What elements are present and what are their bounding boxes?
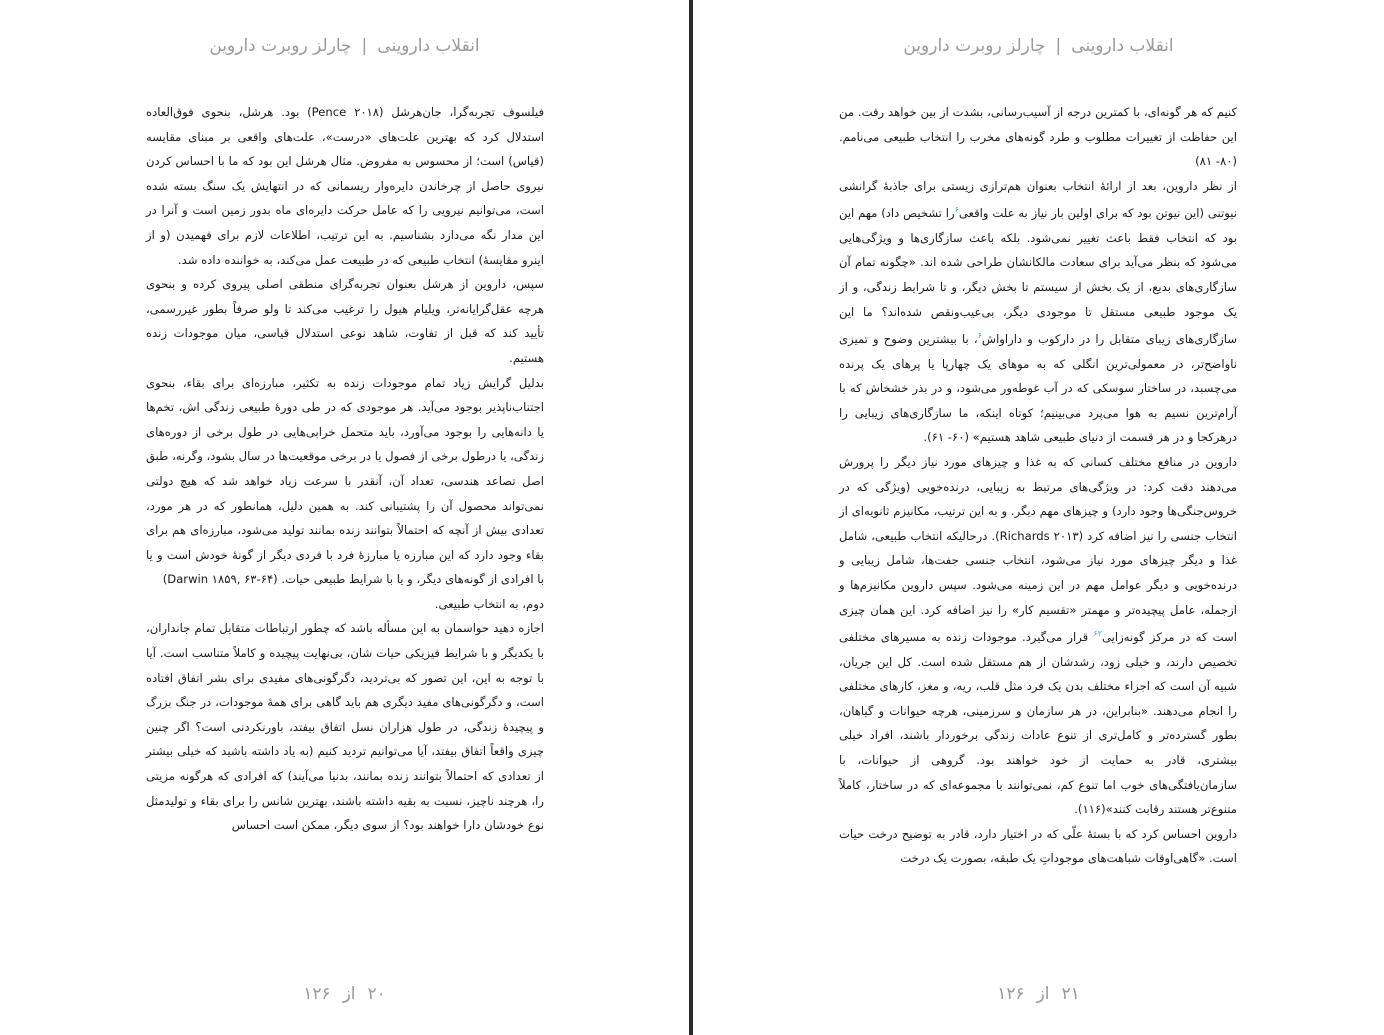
page-number-total: ۱۲۶ [997, 984, 1025, 1004]
running-head-separator: | [361, 36, 368, 56]
page-number-of: از [1036, 984, 1050, 1004]
paragraph: سپس، دارو‌ین از هرشل بعنوان تجربه‌گرای منطقی اصلی پیروی کرده و بنحوی هرچه عقل‌گرایانه‌تر، ویلیام هیول را ترغیب می‌کند تا ولو صرفاً بطور غیررسمی، تأیید کند که قبل از تفاوت، شاهد نوعی استدلال قیاسی، میان موجودات زنده هستیم. [146, 277, 544, 365]
page-body-text [146, 100, 544, 838]
paragraph-segment: را تشخیص داد) مهم این بود که انتخاب فقط باعث تغییر نمی‌شود. بلکه باعث سازگاری‌ها و ویژگی‌هایی می‌شود که بنظر می‌آید برای سعادت مالکانشان طراحی شده اند. «چگونه تمام آن سازگاری‌های بدیع، از یک بخش از سیستم تا بخش دیگر، و تا شرایط زندگی، و از یک موجود طبیعی مستقل تا موجودی دیگر، بی‌عیب‌ونقص شده‌اند؟ ما این سازگاری‌های زیبای متقابل را در دارکوب و داراواش [839, 206, 1237, 347]
paragraph-segment: ، با بیشترین وضوح و تمیزی ناواضح‌تر، در معمولی‌ترین انگلی که به موهای یک چهارپا یا پرهای یک پرنده می‌چسبد، در ساختار سوسکی که در آب غوطه‌ور می‌شود، و در بذر خشخاش که با آرام‌ترین نسیم به هوا می‌پرد می‌بینیم؛ کوتاه اینکه، ما سازگاری‌های زیبایی را درهرکجا و در هر قسمت از دنیای طبیعی شاهد هستیم» (۶۰- ۶۱). [839, 332, 1237, 445]
right-page [693, 0, 1384, 1035]
running-head-author: چارلز رو‌برت دارو‌ین [903, 36, 1046, 56]
footnote-link[interactable]: ۶ [977, 331, 982, 341]
running-head [693, 36, 1384, 56]
paragraph: کنیم که هر گونه‌ای، با کمترین درجه از آسیب‌رسانی، بشدت از بین خواهد رفت. من این حفاظت از تغییرات مطلوب و طرد گونه‌های مخرب را انتخاب طبیعی می‌نامم. (۸۰- ۸۱) [839, 105, 1237, 169]
page-number [0, 984, 689, 1004]
running-head-book-title: انقلاب دارو‌ینی [1071, 36, 1174, 56]
page-number-of: از [342, 984, 356, 1004]
running-head [0, 36, 689, 56]
paragraph-segment: دارو‌ین در منافع مختلف کسانی که به غذا و چیزهای مورد نیاز دیگر را پرورش می‌دهند دقت کرد: در ویژگی‌های مرتبط به زیبایی، درنده‌خویی (ویژگی که در خروس‌جنگی‌ها وجود دارد) و چیزهای مهم دیگر. و به این ترتیب، مکانیزم ثانویه‌ای از انتخاب جنسی را نیز اضافه کرد (Richards ۲۰۱۳). درحالیکه انتخاب طبیعی، شامل غذا و دیگر چیزهای مورد نیاز می‌شود، انتخاب جنسی جفت‌ها، شامل زیبایی و درنده‌خویی و دیگر عوامل مهم در این زمینه می‌شود. سپس دارو‌ین مکانیزم‌ها و ازجمله، عامل پیچیده‌تر و مهمتر «تقسیم کار» را نیز اضافه کرد. این همان چیزی است که در مرکز گونه‌زایی [839, 455, 1237, 645]
paragraph-segment: از نظر دارو‌ین، بعد از ارائهٔ انتخاب بعنوان هم‌ترازی زیستی برای جاذبهٔ گرانشی نیوتنی (این نیوتن بود که برای اولین بار نیاز به علت واقعی [839, 178, 1237, 221]
paragraph: دارو‌ین احساس کرد که با بستهٔ علّی که در اختیار دارد، قادر به توضیح درخت حیات است. «گاهی‌اوقات شباهت‌های موجوداتِ یک طبقه، بصورت یک درخت [839, 826, 1237, 866]
paragraph: دوم، به انتخاب طبیعی. [434, 596, 544, 611]
paragraph: فیلسوف تجربه‌گرا، جان‌هرشل (Pence ۲۰۱۸) بود. هرشل، بنحوی فوق‌العاده استدلال کرد که بهترین علت‌های «درست»، علت‌های واقعی بر مبنای مقایسه (قیاس) است؛ از محسوس به مفروض. مثال هرشل این بود که ما با احساس کردن نیروی حاصل از چرخاندن دایره‌وار ریسمانی که در انتهایش یک سنگ بسته شده است، می‌توانیم نیرویی را که عامل حرکت دایره‌ای ماه بدور زمین است و آنرا در این مدار نگه می‌دارد بشناسیم. به این ترتیب، اطلاعات لازم برای فهمیدن (و از اینرو مقایسهٔ) انتخاب طبیعی که در طبیعت عمل می‌کند، به خواننده داده شد. [146, 105, 544, 267]
paragraph-segment: قرار می‌گیرد. موجودات زنده به مسیرهای مختلفی تخصیص دارند، و خیلی زود، رشدشان از هم مستقل شده است. کل این جریان، شبیه آن است که اجزاء مختلف بدن یک فرد مثل قلب، ریه، و مغز، کارهای مختلفی را انجام می‌دهند. «بنابراین، در هر سازمان و سرزمینی، هرچه حیوانات و گیاهان، بطور گسترده‌تر و کامل‌تری از تنوع عادات زندگی برخوردار باشند، افراد خیلی بیشتری، قادر به حمایت از خود خواهند بود. گروهی از حیوانات، با سازمان‌یافتگی‌های خوب اما تنوع کم، نمی‌توانند با مجموعه‌ای که در ساختار، کاملاً متنوع‌تر هستند رقابت کنند»(۱۱۶). [839, 630, 1237, 817]
paragraph: بدلیل گرایش زیاد تمام موجودات زنده به تکثیر، مبارزه‌ای برای بقاء، بنحوی اجتناب‌ناپذیر بوجود می‌آید. هر موجودی که در طی دورهٔ طبیعی زندگی اش، تخم‌ها یا دانه‌هایی را بوجود می‌آورد، باید متحمل خرابی‌هایی در طول برخی از دوره‌های زندگی، یا درطول برخی از فصول یا در برخی موقعیت‌ها در سال بشود، وگرنه، طبق اصل تصاعد هندسی، تعداد آن، آنقدر با سرعت زیاد خواهد شد که هیچ دولتی نمی‌تواند محصول آن را پشتیبانی کند. به همین دلیل، همانطور که در هر مورد، تعدادی بیش از آنچه که احتمالاً بتوانند زنده بمانند تولید می‌شود، مبارزه‌ای هم برای بقاء وجود دارد که این مبارزه یا مبارزهٔ فرد با فردی دیگر از گونهٔ خودش است و یا با افرادی از گونه‌های دیگر، و یا با شرایط طبیعی حیات. (Darwin ۱۸۵۹, ۶۳-۶۴) [146, 375, 544, 587]
running-head-book-title: انقلاب دارو‌ینی [377, 36, 480, 56]
page-number [693, 984, 1384, 1004]
page-number-current: ۲۰ [367, 984, 386, 1004]
page-number-total: ۱۲۶ [303, 984, 331, 1004]
running-head-separator: | [1055, 36, 1062, 56]
footnote-link[interactable]: ۶ [954, 205, 959, 215]
page-number-current: ۲۱ [1061, 984, 1080, 1004]
footnote-link[interactable]: ۶۲ [1093, 629, 1103, 639]
running-head-author: چارلز رو‌برت دارو‌ین [209, 36, 352, 56]
paragraph [839, 450, 1237, 822]
paragraph: اجازه دهید حواسمان به این مسأله باشد که چطور ارتباطات متقابل تمام جانداران، با یکدیگر و با شرایط فیزیکی حیات شان، بی‌نهایت پیچیده و کاملاً متناسب است. آیا با توجه به این، این تصور که بی‌تردید، دگرگونی‌های مفیدی برای بشر اتفاق افتاده است، و دگرگونی‌های مفید دیگری هم باید گاهی برای همهٔ موجودات، در جنگ بزرگ و پیچیدهٔ زندگی، در طول هزاران نسل اتفاق بیفتد، باورنکردنی است؟ اگر چنین چیزی واقعاً اتفاق بیفتد، آیا می‌توانیم تردید کنیم (به یاد داشته باشید که خیلی بیشتر از تعدادی که احتمالاً بتوانند زنده بمانند، بدنیا می‌آیند) که افرادی که هرگونه مزیتی را، هرچند ناچیز، نسبت به بقیه داشته باشند، بهترین شانس را برای بقاء و تولیدمثل نوع خودشان دارا خواهند بود؟ از سوی دیگر، ممکن است احساس [146, 621, 544, 833]
left-page [0, 0, 689, 1035]
page-body-text [839, 100, 1237, 871]
paragraph [839, 174, 1237, 450]
